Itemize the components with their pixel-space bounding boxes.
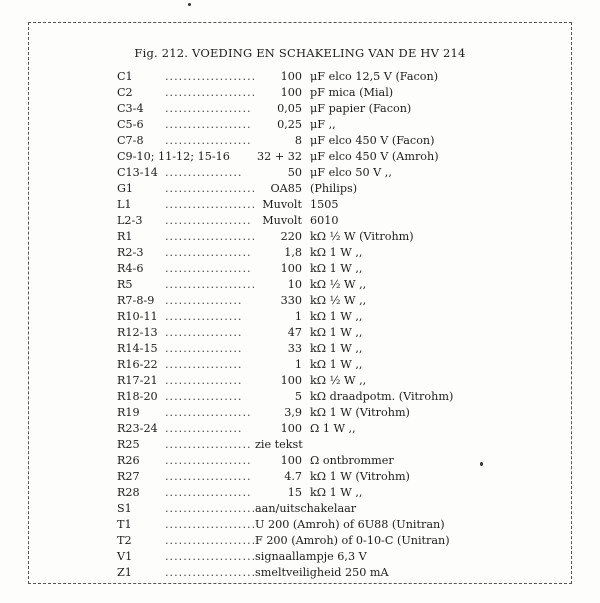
component-description: kΩ 1 W ,,: [310, 486, 363, 499]
component-description: kΩ ½ W ,,: [310, 278, 367, 291]
component-ref: R25: [117, 438, 140, 451]
component-ref: C5-6: [117, 118, 144, 131]
component-ref: R1: [117, 230, 133, 243]
leader-dots: .................: [165, 358, 243, 371]
component-description: μF elco 450 V (Facon): [310, 134, 435, 147]
component-ref: G1: [117, 182, 134, 195]
leader-dots: ....................: [165, 550, 257, 563]
leader-dots: ...................: [165, 134, 252, 147]
leader-dots: .................: [165, 374, 243, 387]
component-ref: R4-6: [117, 262, 144, 275]
leader-dots: ....................: [165, 182, 257, 195]
component-description: μF elco 50 V ,,: [310, 166, 392, 179]
component-value: Muvolt: [262, 214, 302, 227]
component-description: pF mica (Mial): [310, 86, 394, 99]
component-ref: R18-20: [117, 390, 158, 403]
component-description: μF papier (Facon): [310, 102, 412, 115]
component-description: Ω ontbrommer: [310, 454, 394, 467]
leader-dots: ...................: [165, 486, 252, 499]
component-description: kΩ 1 W ,,: [310, 326, 363, 339]
leader-dots: ...................: [165, 470, 252, 483]
component-ref: Z1: [117, 566, 132, 579]
print-speck: [480, 462, 483, 466]
component-description: kΩ 1 W ,,: [310, 262, 363, 275]
leader-dots: ....................: [165, 86, 257, 99]
leader-dots: ...................: [165, 262, 252, 275]
component-description: 6010: [310, 214, 339, 227]
leader-dots: ....................: [165, 566, 257, 579]
component-value: 100: [280, 86, 302, 99]
component-description: kΩ 1 W ,,: [310, 358, 363, 371]
leader-dots: .................: [165, 166, 243, 179]
leader-dots: ...................: [165, 214, 252, 227]
component-value: 100: [280, 262, 302, 275]
component-ref: L1: [117, 198, 132, 211]
component-description: Ω 1 W ,,: [310, 422, 356, 435]
component-description: kΩ ½ W ,,: [310, 374, 367, 387]
component-value: 1,8: [284, 246, 302, 259]
component-value: 15: [287, 486, 302, 499]
component-ref: V1: [117, 550, 133, 563]
component-ref: R19: [117, 406, 140, 419]
component-ref: R7-8-9: [117, 294, 155, 307]
leader-dots: ....................: [165, 518, 257, 531]
component-description: kΩ 1 W (Vitrohm): [310, 406, 410, 419]
component-value: 100: [280, 454, 302, 467]
component-description: 1505: [310, 198, 339, 211]
component-value: 10: [287, 278, 302, 291]
component-ref: C7-8: [117, 134, 144, 147]
leader-dots: .................: [165, 294, 243, 307]
component-value: OA85: [270, 182, 302, 195]
component-ref: C9-10; 11-12; 15-16: [117, 150, 230, 163]
component-ref: R14-15: [117, 342, 158, 355]
figure-title: Fig. 212. VOEDING EN SCHAKELING VAN DE HV 214: [134, 46, 466, 60]
leader-dots: ....................: [165, 502, 257, 515]
component-value: 47: [287, 326, 302, 339]
component-ref: R10-11: [117, 310, 158, 323]
component-value: 100: [280, 70, 302, 83]
component-description: kΩ ½ W ,,: [310, 294, 367, 307]
component-value: 220: [280, 230, 302, 243]
leader-dots: ...................: [165, 454, 252, 467]
component-value: 1: [294, 310, 302, 323]
leader-dots: ....................: [165, 278, 257, 291]
component-description: μF elco 450 V (Amroh): [310, 150, 439, 163]
component-description: μF elco 12,5 V (Facon): [310, 70, 439, 83]
component-description: kΩ ½ W (Vitrohm): [310, 230, 414, 243]
component-value: 0,25: [277, 118, 302, 131]
component-value: 330: [280, 294, 302, 307]
leader-dots: .................: [165, 390, 243, 403]
component-ref: S1: [117, 502, 132, 515]
component-ref: R12-13: [117, 326, 158, 339]
component-ref: R5: [117, 278, 133, 291]
component-ref: C3-4: [117, 102, 144, 115]
component-description: zie tekst: [255, 438, 303, 451]
leader-dots: ...................: [165, 246, 252, 259]
component-ref: R17-21: [117, 374, 158, 387]
component-ref: T2: [117, 534, 132, 547]
leader-dots: ....................: [165, 198, 257, 211]
component-value: 33: [287, 342, 302, 355]
leader-dots: .................: [165, 326, 243, 339]
leader-dots: ....................: [165, 70, 257, 83]
component-value: 4.7: [284, 470, 302, 483]
component-description: F 200 (Amroh) of 0-10-C (Unitran): [255, 534, 450, 547]
component-description: (Philips): [310, 182, 358, 195]
component-value: 100: [280, 422, 302, 435]
component-value: 32 + 32: [257, 150, 302, 163]
component-description: smeltveiligheid 250 mA: [255, 566, 389, 579]
component-description: kΩ 1 W ,,: [310, 342, 363, 355]
leader-dots: ...................: [165, 102, 252, 115]
component-ref: T1: [117, 518, 132, 531]
leader-dots: ...................: [165, 438, 252, 451]
leader-dots: .................: [165, 342, 243, 355]
component-value: 3,9: [284, 406, 302, 419]
component-description: μF ,,: [310, 118, 336, 131]
component-ref: C2: [117, 86, 133, 99]
leader-dots: ...................: [165, 406, 252, 419]
component-description: kΩ 1 W (Vitrohm): [310, 470, 410, 483]
component-ref: R23-24: [117, 422, 158, 435]
leader-dots: ....................: [165, 534, 257, 547]
component-value: 0,05: [277, 102, 302, 115]
leader-dots: .................: [165, 310, 243, 323]
component-description: aan/uitschakelaar: [255, 502, 357, 515]
component-ref: R16-22: [117, 358, 158, 371]
component-value: 8: [294, 134, 302, 147]
component-description: U 200 (Amroh) of 6U88 (Unitran): [255, 518, 445, 531]
component-ref: R28: [117, 486, 140, 499]
component-ref: C13-14: [117, 166, 158, 179]
component-ref: R2-3: [117, 246, 144, 259]
leader-dots: .................: [165, 422, 243, 435]
component-value: 1: [294, 358, 302, 371]
component-ref: R26: [117, 454, 140, 467]
print-speck: [188, 3, 191, 6]
leader-dots: ....................: [165, 230, 257, 243]
component-ref: L2-3: [117, 214, 143, 227]
component-description: signaallampje 6,3 V: [255, 550, 367, 563]
component-value: 50: [287, 166, 302, 179]
component-value: Muvolt: [262, 198, 302, 211]
component-ref: R27: [117, 470, 140, 483]
component-description: kΩ 1 W ,,: [310, 246, 363, 259]
component-value: 5: [294, 390, 302, 403]
leader-dots: ...................: [165, 118, 252, 131]
component-ref: C1: [117, 70, 133, 83]
component-description: kΩ draadpotm. (Vitrohm): [310, 390, 454, 403]
component-description: kΩ 1 W ,,: [310, 310, 363, 323]
component-value: 100: [280, 374, 302, 387]
